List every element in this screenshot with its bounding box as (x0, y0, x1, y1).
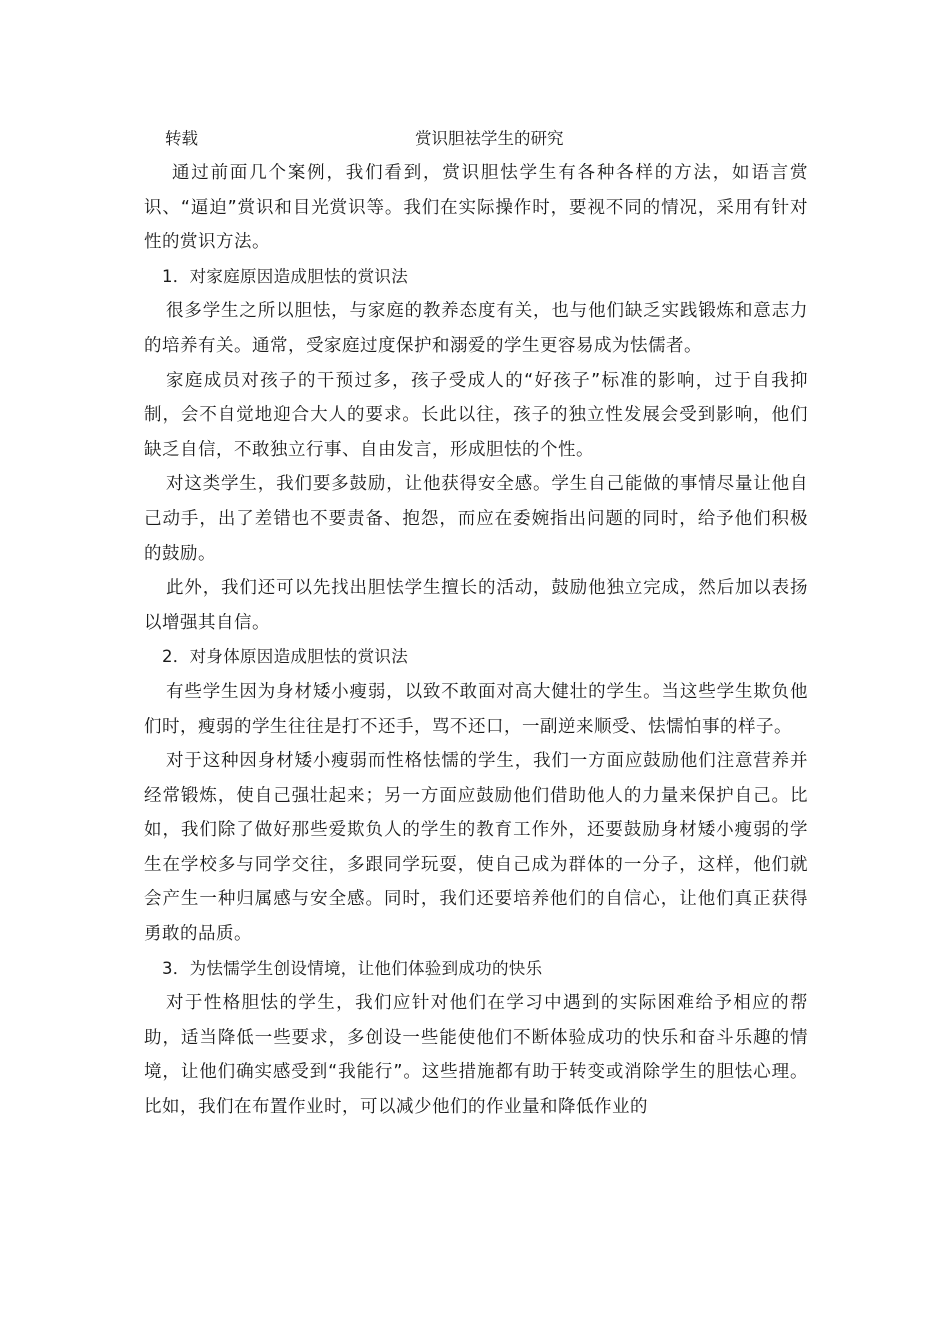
paragraph: 对于这种因身材矮小瘦弱而性格怯懦的学生，我们一方面应鼓励他们注意营养并经常锻炼，使自己强壮起来；另一方面应鼓励他们借助他人的力量来保护自己。比如，我们除了做好那些爱欺负人的学生的教育工作外，还要鼓励身材矮小瘦弱的学生在学校多与同学交往，多跟同学玩耍，使自己成为群体的一分子，这样，他们就会产生一种归属感与安全感。同时，我们还要培养他们的自信心，让他们真正获得勇敢的品质。 (144, 751, 808, 945)
document-title: 赏识胆祛学生的研究 (415, 129, 564, 148)
section-heading-2: 2．对身体原因造成胆怯的赏识法 (162, 647, 408, 667)
section-heading-1: 1．对家庭原因造成胆怯的赏识法 (162, 266, 408, 286)
paragraph: 家庭成员对孩子的干预过多，孩子受成人的“好孩子”标准的影响，过于自我抑制，会不自觉地迎合大人的要求。长此以往，孩子的独立性发展会受到影响，他们缺乏自信，不敢独立行事、自由发言，形成胆怯的个性。 (144, 370, 808, 460)
document-header (165, 126, 805, 152)
paragraph: 很多学生之所以胆怯，与家庭的教养态度有关，也与他们缺乏实践锻炼和意志力的培养有关。通常，受家庭过度保护和溺爱的学生更容易成为怯儒者。 (144, 301, 808, 356)
paragraph: 有些学生因为身材矮小瘦弱，以致不敢面对高大健壮的学生。当这些学生欺负他们时，瘦弱的学生往往是打不还手，骂不还口，一副逆来顺受、怯懦怕事的样子。 (144, 681, 808, 737)
intro-paragraph: 通过前面几个案例，我们看到，赏识胆怯学生有各种各样的方法，如语言赏识、“逼迫”赏识和目光赏识等。我们在实际操作时，要视不同的情况，采用有针对性的赏识方法。 (144, 163, 808, 253)
repost-label: 转载 (165, 129, 198, 148)
document-body (144, 156, 808, 1125)
paragraph: 此外，我们还可以先找出胆怯学生擅长的活动，鼓励他独立完成，然后加以表扬以增强其自信。 (144, 578, 808, 633)
paragraph: 对于性格胆怯的学生，我们应针对他们在学习中遇到的实际困难给予相应的帮助，适当降低一些要求，多创设一些能使他们不断体验成功的快乐和奋斗乐趣的情境，让他们确实感受到“我能行”。这些措施都有助于转变或消除学生的胆怯心理。比如，我们在布置作业时，可以减少他们的作业量和降低作业的 (144, 993, 808, 1118)
section-heading-3: 3．为怯懦学生创设情境，让他们体验到成功的快乐 (162, 958, 543, 978)
paragraph: 对这类学生，我们要多鼓励，让他获得安全感。学生自己能做的事情尽量让他自己动手，出了差错也不要责备、抱怨，而应在委婉指出问题的同时，给予他们积极的鼓励。 (144, 474, 808, 564)
